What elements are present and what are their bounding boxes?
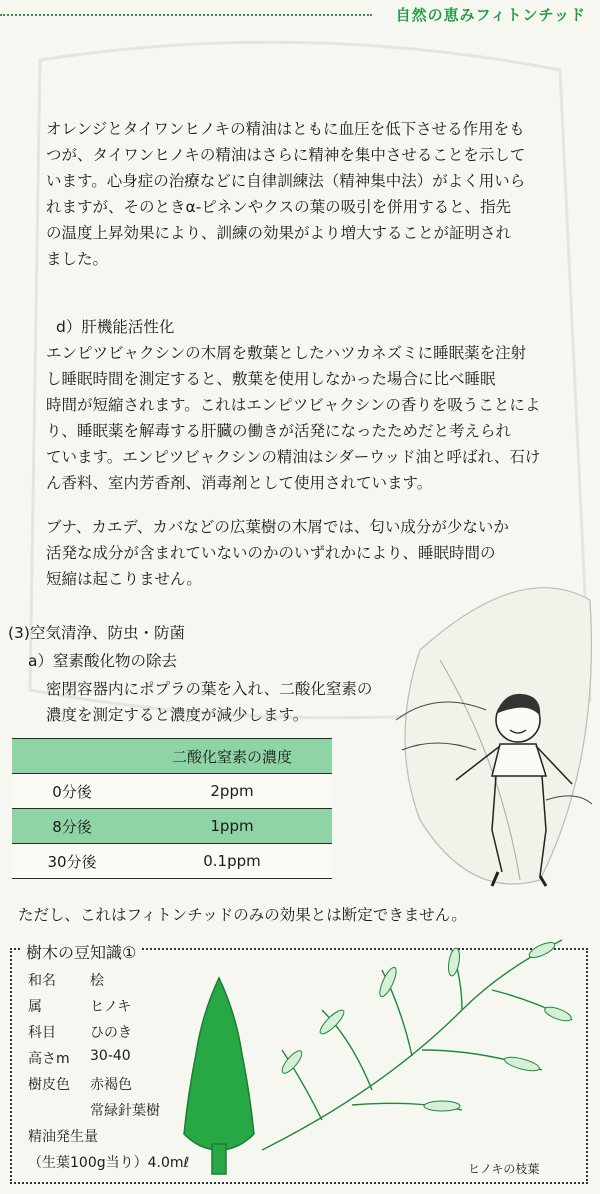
header-dotted-line (0, 14, 372, 16)
branch-caption: ヒノキの枝葉 (468, 1162, 540, 1176)
cypress-tree-icon (176, 974, 262, 1180)
table-cell-time: 8分後 (52, 817, 92, 836)
table-row (12, 844, 332, 879)
trivia-oil-value: （生葉100g当り）4.0mℓ (28, 1155, 190, 1171)
text-line: つが、タイワンヒノキの精油はさらに精神を集中させることを示して (46, 146, 526, 164)
liver-paragraph-2 (46, 514, 566, 592)
trivia-label: 属 (28, 999, 42, 1015)
liver-paragraph (46, 340, 566, 496)
trivia-value: 赤褐色 (90, 1077, 132, 1093)
text-line: 濃度を測定すると濃度が減少します。 (46, 706, 309, 724)
header-title: 自然の恵みフィトンチッド (395, 6, 586, 24)
table-header-empty (12, 739, 132, 774)
text-line: います。心身症の治療などに自律訓練法（精神集中法）がよく用いら (46, 172, 526, 190)
text-line: 密閉容器内にポプラの葉を入れ、二酸化窒素の (46, 680, 373, 698)
trivia-value: 桧 (90, 973, 104, 989)
table-row (12, 809, 332, 844)
text-line: し睡眠時間を測定すると、敷葉を使用しなかった場合に比べ睡眠 (46, 370, 496, 388)
text-line: 短縮は起こりません。 (46, 570, 202, 588)
trivia-label: 和名 (28, 973, 56, 989)
text-line: 時間が短縮されます。これはエンピツビャクシンの香りを吸うことによ (46, 396, 541, 414)
text-line: 活発な成分が含まれていないのかのいずれかにより、睡眠時間の (46, 544, 496, 562)
table-cell-value: 1ppm (210, 817, 254, 835)
trivia-title: 樹木の豆知識① (22, 940, 140, 963)
table-cell-value: 2ppm (210, 782, 254, 800)
table-row (12, 774, 332, 809)
trivia-oil-label: 精油発生量 (28, 1129, 98, 1145)
liver-heading: d）肝機能活性化 (56, 318, 175, 336)
intro-paragraph (46, 116, 566, 272)
boy-lying-on-leaf-illustration (396, 680, 592, 900)
table-header-row (12, 739, 332, 774)
table-header: 二酸化窒素の濃度 (171, 747, 292, 766)
text-line: ブナ、カエデ、カバなどの広葉樹の木屑では、匂い成分が少ないか (46, 518, 509, 536)
section3-subheading: a）窒素酸化物の除去 (28, 652, 177, 670)
text-line: の温度上昇効果により、訓練の効果がより増大することが証明され (46, 224, 512, 242)
trivia-type: 常緑針葉樹 (90, 1103, 160, 1119)
text-line: オレンジとタイワンヒノキの精油はともに血圧を低下させる作用をも (46, 120, 525, 138)
text-line: れますが、そのときα-ピネンやクスの葉の吸引を併用すると、指先 (46, 198, 512, 216)
trivia-value: ひのき (90, 1025, 132, 1041)
text-line: ています。エンピツビャクシンの精油はシダーウッド油と呼ばれ、石け (46, 448, 541, 466)
trivia-label: 科目 (28, 1025, 56, 1041)
text-line: ました。 (46, 250, 109, 268)
text-line: エンピツビャクシンの木屑を敷葉としたハツカネズミに睡眠薬を注射 (46, 344, 527, 362)
trivia-value: 30-40 (90, 1048, 131, 1064)
hinoki-branch-illustration (262, 930, 582, 1162)
text-line: ん香料、室内芳香剤、消毒剤として使用されています。 (46, 474, 433, 492)
section3-paragraph (46, 676, 406, 728)
trivia-label: 樹皮色 (28, 1077, 70, 1093)
table-cell-time: 0分後 (52, 782, 92, 801)
table-cell-value: 0.1ppm (203, 852, 261, 870)
text-line: り、睡眠薬を解毒する肝臓の働きが活発になったためだと考えられ (46, 422, 512, 440)
trivia-value: ヒノキ (90, 999, 132, 1015)
section3-heading: (3)空気清浄、防虫・防菌 (8, 624, 185, 642)
trivia-label: 高さm (28, 1051, 70, 1067)
table-cell-time: 30分後 (47, 852, 97, 871)
no2-concentration-table (12, 738, 332, 879)
note-text: ただし、これはフィトンチッドのみの効果とは断定できません。 (18, 906, 467, 924)
